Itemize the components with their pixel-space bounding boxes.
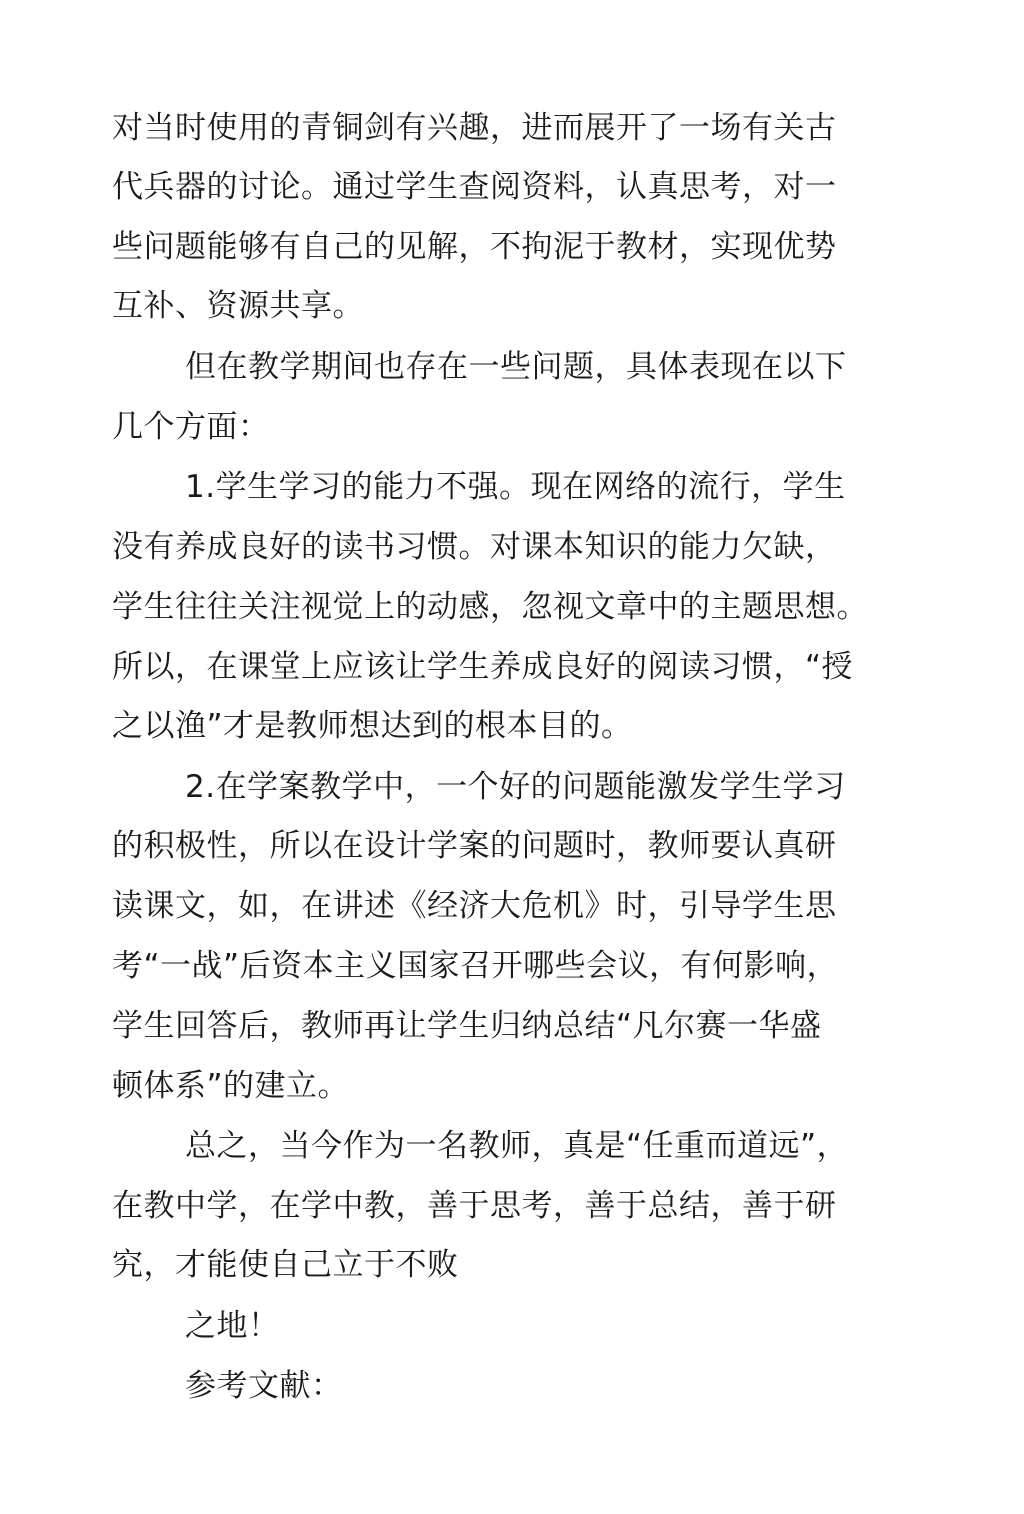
text-line: 之地！ xyxy=(185,1308,280,1344)
text-line: 几个方面： xyxy=(112,409,270,445)
text-line: 学生往往关注视觉上的动感，忽视文章中的主题思想。 xyxy=(112,589,868,625)
text-line: 之以渔”才是教师想达到的根本目的。 xyxy=(112,708,633,744)
text-line: 在教中学，在学中教，善于思考，善于总结，善于研 xyxy=(112,1188,837,1224)
text-line: 究，才能使自己立于不败 xyxy=(112,1247,459,1283)
text-line: 顿体系”的建立。 xyxy=(112,1068,350,1104)
text-line: 的积极性，所以在设计学案的问题时，教师要认真研 xyxy=(112,828,837,864)
text-line: 些问题能够有自己的见解，不拘泥于教材，实现优势 xyxy=(112,229,837,265)
list-item-1-start: 1.学生学习的能力不强。现在网络的流行，学生 xyxy=(185,469,846,505)
text-line: 对当时使用的青铜剑有兴趣，进而展开了一场有关古 xyxy=(112,110,837,146)
text-line: 互补、资源共享。 xyxy=(112,288,364,324)
text-line: 代兵器的讨论。通过学生查阅资料，认真思考，对一 xyxy=(112,169,837,205)
paragraph-start-line: 总之，当今作为一名教师，真是“任重而道远”， xyxy=(185,1128,849,1164)
references-heading: 参考文献： xyxy=(185,1368,343,1404)
text-line: 没有养成良好的读书习惯。对课本知识的能力欠缺， xyxy=(112,529,837,565)
paragraph-start-line: 但在教学期间也存在一些问题，具体表现在以下 xyxy=(185,349,847,385)
list-item-2-start: 2.在学案教学中，一个好的问题能激发学生学习 xyxy=(185,769,846,805)
text-line: 读课文，如，在讲述《经济大危机》时，引导学生思 xyxy=(112,888,837,924)
text-line: 所以，在课堂上应该让学生养成良好的阅读习惯，“授 xyxy=(112,649,854,685)
text-line: 学生回答后，教师再让学生归纳总结“凡尔赛一华盛 xyxy=(112,1008,822,1044)
text-line: 考“一战”后资本主义国家召开哪些会议，有何影响， xyxy=(112,948,839,984)
